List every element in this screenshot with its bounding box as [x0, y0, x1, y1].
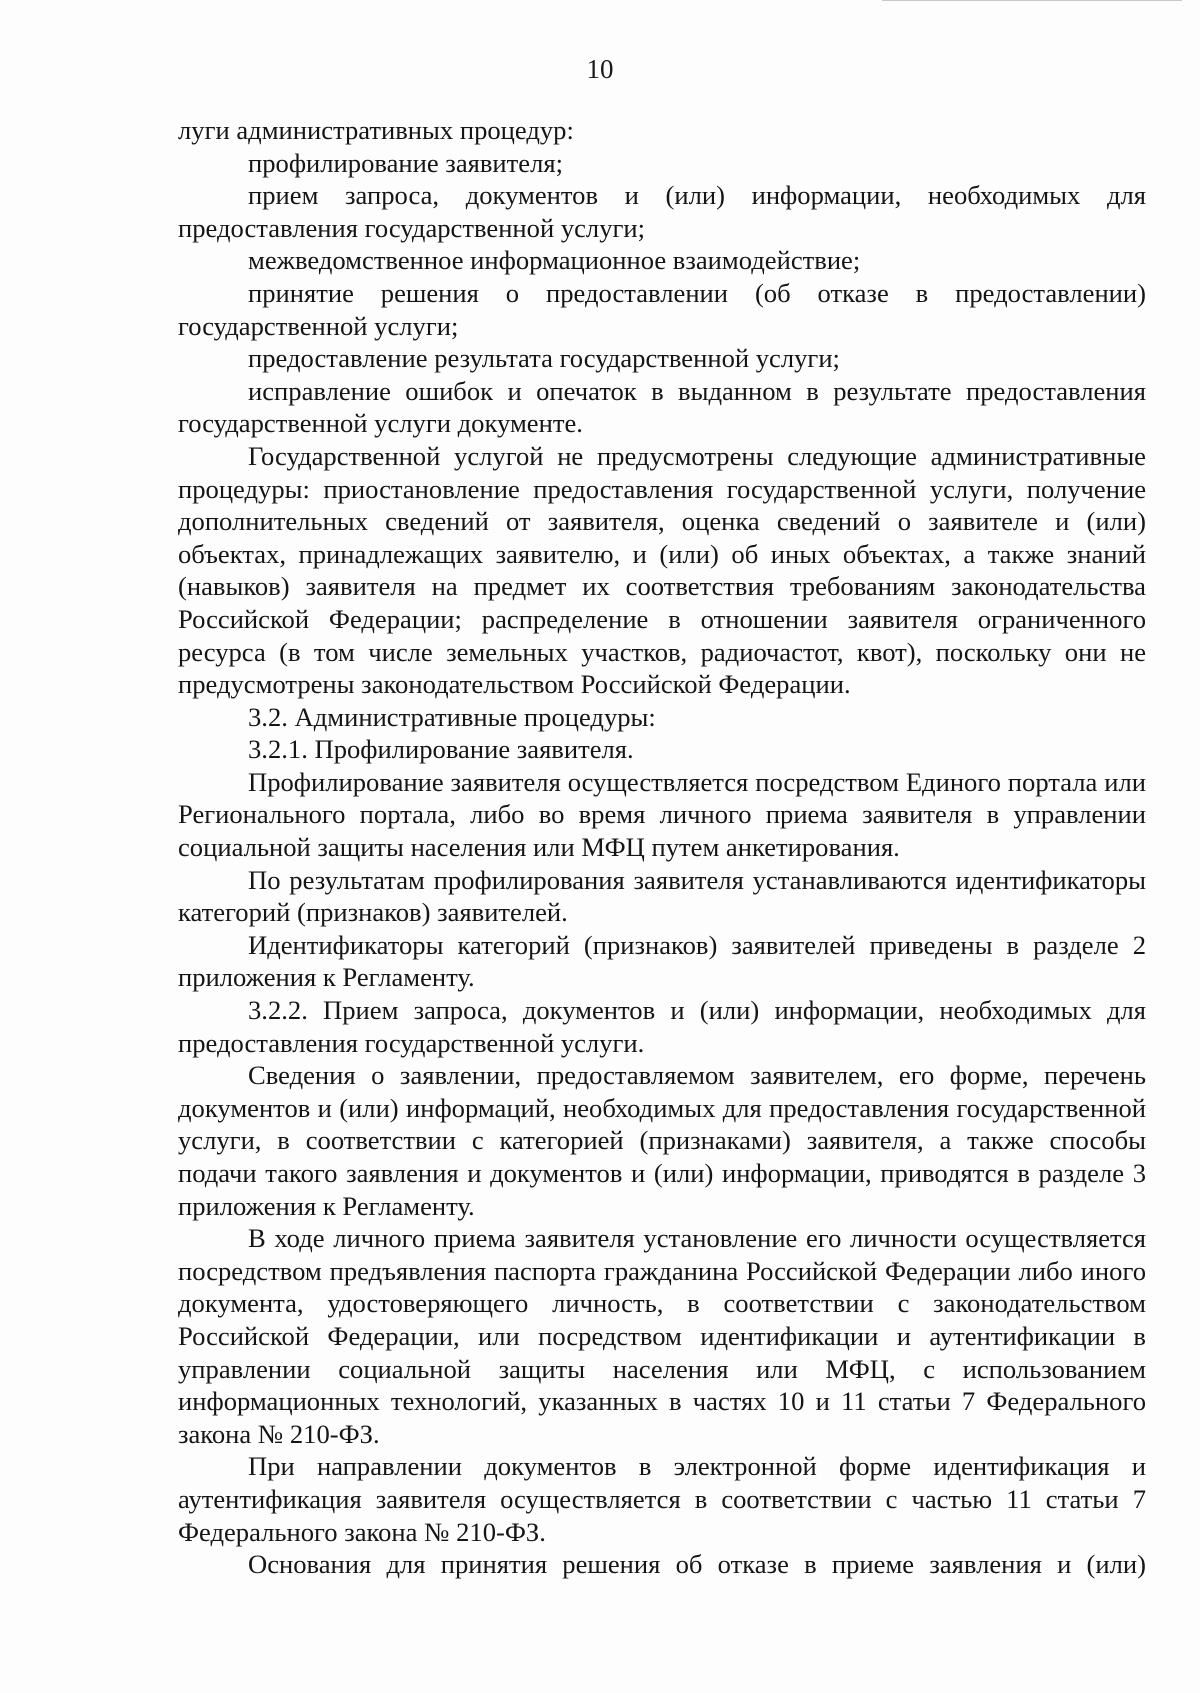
document-body — [178, 114, 1146, 1581]
paragraph: Сведения о заявлении, предоставляемом заявителем, его форме, перечень документов и (или) информаций, необходимых для предоставления государственной услуги, в соответствии с категорией (признаками) заявителя, а также способы подачи такого заявления и документов и (или) информации, приводятся в разделе 3 приложения к Регламенту. — [178, 1060, 1146, 1221]
paragraph: Государственной услугой не предусмотрены следующие административные процедуры: приостановление предоставления государственной услуги, получение дополнительных сведений от заявителя, оценка сведений о заявителе и (или) объектах, принадлежащих заявителю, и (или) об иных объектах, а также знаний (навыков) заявителя на предмет их соответствия требованиям законодательства Российской Федерации; распределение в отношении заявителя ограниченного ресурса (в том числе земельных участков, радиочастот, квот), поскольку они не предусмотрены законодательством Российской Федерации. — [178, 440, 1146, 700]
paragraph: прием запроса, документов и (или) информации, необходимых для предоставления государственной услуги; — [178, 180, 1146, 243]
paragraph: Основания для принятия решения об отказе в приеме заявления и (или) — [248, 1549, 1146, 1580]
section-heading: 3.2. Административные процедуры: — [248, 701, 656, 732]
paragraph: По результатам профилирования заявителя устанавливаются идентификаторы категорий (признаков) заявителей. — [178, 864, 1146, 928]
paragraph: предоставление результата государственной услуги; — [248, 343, 840, 374]
paragraph: При направлении документов в электронной форме идентификация и аутентификация заявителя осуществляется в соответствии с частью 11 статьи 7 Федерального закона № 210-ФЗ. — [178, 1451, 1146, 1547]
paragraph: Профилирование заявителя осуществляется посредством Единого портала или Регионального портала, либо во время личного приема заявителя в управлении социальной защиты населения или МФЦ путем анкетирования. — [178, 766, 1146, 863]
page-number: 10 — [586, 54, 614, 84]
paragraph: межведомственное информационное взаимодействие; — [248, 245, 861, 276]
subsection-heading: 3.2.1. Профилирование заявителя. — [248, 734, 634, 765]
paragraph: луги административных процедур: — [178, 115, 574, 145]
paragraph: Идентификаторы категорий (признаков) заявителей приведены в разделе 2 приложения к Регламенту. — [178, 929, 1146, 993]
paragraph: исправление ошибок и опечаток в выданном в результате предоставления государственной услуги документе. — [178, 375, 1146, 439]
paragraph: В ходе личного приема заявителя установление его личности осуществляется посредством предъявления паспорта гражданина Российской Федерации либо иного документа, удостоверяющего личность, в соответствии с законодательством Российской Федерации, или посредством идентификации и аутентификации в управлении социальной защиты населения или МФЦ, с использованием информационных технологий, указанных в частях 10 и 11 статьи 7 Федерального закона № 210-ФЗ. — [178, 1223, 1146, 1449]
paragraph: профилирование заявителя; — [248, 147, 563, 178]
scan-edge-line — [882, 0, 1182, 1]
paragraph: принятие решения о предоставлении (об отказе в предоставлении) государственной услуги; — [178, 277, 1146, 341]
subsection-heading: 3.2.2. Прием запроса, документов и (или) информации, необходимых для предоставления государственной услуги. — [178, 995, 1146, 1058]
